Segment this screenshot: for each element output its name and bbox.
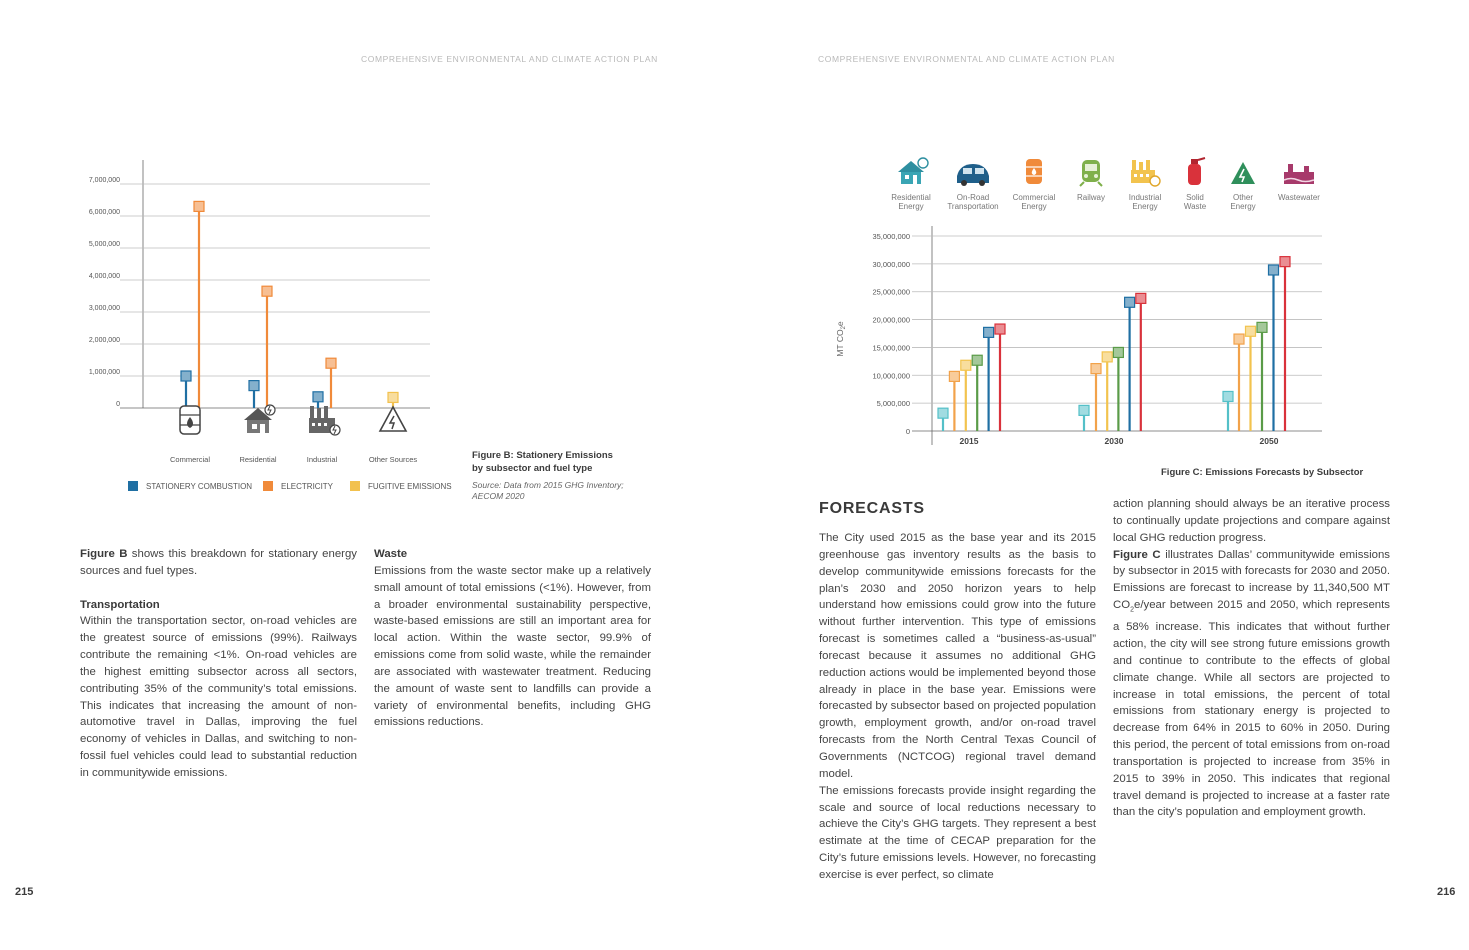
forecast-bar-4-2: [1269, 265, 1279, 431]
y-tick-label: 5,000,000: [876, 399, 910, 409]
running-header-right: COMPREHENSIVE ENVIRONMENTAL AND CLIMATE ACTION PLAN: [818, 54, 1115, 64]
figure-b-intro: shows this breakdown for stationary energy sources and fuel types.: [80, 548, 357, 577]
forecast-bar-0-1: [1079, 405, 1089, 431]
legend-stationary: [128, 481, 252, 491]
fuel-barrel-icon: [180, 406, 200, 434]
train-icon: [1071, 156, 1111, 188]
bar-0-2: [313, 392, 323, 408]
y-tick-label: 3,000,000: [88, 305, 120, 312]
x-category-label: 2030: [1104, 436, 1124, 446]
y-tick-label: 7,000,000: [88, 177, 120, 184]
y-tick-label: 6,000,000: [88, 209, 120, 216]
icon-onroad: [942, 156, 1004, 211]
house-icon: [244, 405, 275, 433]
x-category-label: Other Sources: [368, 455, 418, 464]
left-column-2: [374, 546, 651, 731]
y-tick-label: 1,000,000: [88, 369, 120, 376]
icon-label: Industrial: [1128, 193, 1162, 202]
icon-label: Energy: [1230, 202, 1256, 211]
forecast-bar-5-2: [1280, 257, 1290, 431]
icon-industrial: [1122, 156, 1168, 211]
y-tick-label: 35,000,000: [872, 232, 910, 241]
factory-icon: [309, 406, 340, 435]
x-category-label: Residential: [239, 455, 277, 464]
forecast-bar-2-1: [1102, 352, 1112, 431]
figure-c-caption: Figure C: Emissions Forecasts by Subsector: [1161, 467, 1364, 478]
forecast-bar-2-0: [961, 360, 971, 431]
forecast-bar-3-1: [1113, 347, 1123, 431]
figure-b-reference: Figure B: [80, 548, 128, 560]
warning-triangle-icon: [380, 407, 406, 431]
figure-b-source: Source: Data from 2015 GHG Inventory; AECOM 2020: [472, 480, 624, 501]
forecast-bar-5-0: [995, 324, 1005, 431]
forecast-bar-1-1: [1091, 364, 1101, 431]
y-tick-label: 4,000,000: [88, 273, 120, 280]
icon-label: Commercial: [1012, 193, 1056, 202]
icon-railway: [1071, 156, 1111, 202]
legend-fugitive: [350, 481, 452, 491]
waste-body: Emissions from the waste sector make up a relatively small amount of total emissions (<1%). However, from a broader environmental sustainability perspective, waste-based emissions are still an important area for local action. Within the waste sector, 99.9% of emissions come from solid waste, while the remainder are associated with wastewater treatment. Reducing the amount of waste sent to landfills can provide a variety of environmental benefits, including GHG emissions reductions.: [374, 564, 651, 729]
icon-wastewater: [1276, 156, 1322, 202]
icon-label: Other: [1232, 193, 1253, 202]
waste-heading: Waste: [374, 548, 408, 560]
bar-1-1: [262, 286, 272, 408]
fuel-barrel-icon: [1010, 156, 1058, 188]
forecast-bar-3-0: [972, 355, 982, 431]
legend-swatch: [263, 481, 273, 491]
warning-triangle-icon: [1223, 156, 1263, 188]
forecasts-paragraph-4: Figure C illustrates Dallas’ communitywide emissions by subsector in 2015 with forecasts for 2030 and 2050. Emissions are forecast to increase by 11,340,500 MT $CO_2e$/year between 2015 and 2050, which represents a 58% increase. This indicates that without further action, the city will see strong future emissions growth and continue to contribute to the effects of global climate change. While all sectors are projected to increase in total emissions, the percent of total emissions from stationary energy is projected to decrease from 64% in 2015 to 60% in 2050. During this period, the percent of total emissions from on-road transportation is projected to increase from 35% in 2015 to 39% in 2050. This indicates that regional travel demand is projected to increase at a faster rate than the city’s population and employment growth.: [1113, 548, 1390, 819]
bar-0-0: [181, 371, 191, 408]
bar-1-0: [194, 201, 204, 408]
y-tick-label: 15,000,000: [872, 343, 910, 353]
forecast-bar-2-2: [1246, 326, 1256, 431]
bar-0-1: [249, 381, 259, 408]
forecast-bar-3-2: [1257, 322, 1267, 431]
wastewater-plant-icon: [1276, 156, 1322, 188]
right-column-1: [819, 530, 1096, 884]
y-tick-label: 20,000,000: [872, 315, 910, 325]
forecast-bar-4-1: [1125, 297, 1135, 431]
y-tick-label: 2,000,000: [88, 337, 120, 344]
forecast-bar-5-1: [1136, 293, 1146, 431]
forecast-bar-1-2: [1234, 334, 1244, 431]
y-tick-label: 0: [116, 401, 120, 408]
icon-label: Waste: [1183, 202, 1207, 211]
figure-b-chart: [70, 150, 450, 470]
factory-icon: [1122, 156, 1168, 188]
y-axis-label: MT $CO_2e$: [835, 321, 847, 357]
figure-c-chart: [830, 222, 1330, 454]
icon-label: Solid: [1186, 193, 1204, 202]
icon-commercial: [1010, 156, 1058, 211]
x-category-label: 2015: [959, 436, 979, 446]
forecasts-paragraph-2: The emissions forecasts provide insight regarding the scale and source of local reductions necessary to achieve the City’s GHG targets. They represent a best estimate at the time of CECAP preparation for the City’s future emissions levels. However, no forecasting exercise is ever perfect, so climate: [819, 784, 1096, 881]
forecasts-paragraph-1: The City used 2015 as the base year and its 2015 greenhouse gas inventory results as the basis to develop communitywide emissions forecasts for the plan’s 2030 and 2050 horizon years to help understand how emissions could grow into the future without further intervention. This type of emissions forecast is sometimes called a “business-as-usual” forecast because it assumes no additional GHG reduction actions would be implemented beyond those already in place in the base year. Emissions were forecasted by subsector based on projected population growth, employment growth, and/or on-road travel forecasts from the North Central Texas Council of Governments (NCTCOG) regional travel demand model.: [819, 532, 1096, 780]
right-column-2: [1113, 496, 1390, 821]
legend-swatch: [128, 481, 138, 491]
x-category-label: Commercial: [169, 455, 211, 464]
legend-swatch: [350, 481, 360, 491]
x-category-label: Industrial: [306, 455, 338, 464]
subsector-icon-row: [888, 156, 1328, 216]
transportation-heading: Transportation: [80, 598, 160, 611]
forecasts-paragraph-3: action planning should always be an iterative process to continually update projections and compare against local GHG reduction progress.: [1113, 498, 1390, 544]
icon-label: On-Road: [956, 193, 990, 202]
running-header-left: COMPREHENSIVE ENVIRONMENTAL AND CLIMATE ACTION PLAN: [361, 54, 658, 64]
fire-extinguisher-icon: [1175, 156, 1215, 188]
icon-other-energy: [1223, 156, 1263, 211]
icon-label: Transportation: [947, 202, 999, 211]
y-tick-label: 5,000,000: [88, 241, 120, 248]
icon-residential: [888, 156, 934, 211]
house-icon: [888, 156, 934, 188]
car-icon: [942, 156, 1004, 188]
icon-label: Energy: [1021, 202, 1047, 211]
legend-label: STATIONERY COMBUSTION: [146, 481, 253, 491]
x-category-label: 2050: [1259, 436, 1279, 446]
y-tick-label: 30,000,000: [872, 259, 910, 269]
icon-solid-waste: [1175, 156, 1215, 211]
forecast-bar-1-0: [949, 371, 959, 431]
page-number-left: 215: [15, 886, 34, 898]
legend-label: FUGITIVE EMISSIONS: [368, 481, 452, 491]
bar-1-2: [326, 358, 336, 408]
left-column-1: [80, 546, 357, 782]
transportation-body: Within the transportation sector, on-road vehicles are the greatest source of emissions (99%). Railways contribute the remaining <1%. On-road vehicles are the highest emitting subsector across all sectors, contributing 35% of the community’s total emissions. This indicates that increasing the amount of non-automotive travel in Dallas, improving the fuel economy of vehicles in Dallas, and switching to non-fossil fuel vehicles could lead to substantial reduction in communitywide emissions.: [80, 615, 357, 779]
forecast-bar-4-0: [984, 327, 994, 431]
forecast-bar-0-2: [1223, 391, 1233, 431]
icon-label: Energy: [898, 202, 924, 211]
figure-c-reference: Figure C: [1113, 548, 1161, 561]
y-tick-label: 25,000,000: [872, 287, 910, 297]
y-tick-label: 0: [905, 427, 910, 436]
icon-label: Wastewater: [1278, 193, 1320, 202]
icon-label: Energy: [1132, 202, 1158, 211]
page-number-right: 216: [1437, 886, 1456, 898]
icon-label: Residential: [891, 193, 931, 202]
figure-b-caption: Figure B: Stationery Emissions by subsector and fuel type: [472, 450, 613, 474]
y-tick-label: 10,000,000: [872, 371, 910, 381]
icon-label: Railway: [1076, 193, 1105, 202]
legend-electricity: [263, 481, 333, 491]
forecast-bar-0-0: [938, 408, 948, 431]
forecasts-heading: FORECASTS: [819, 500, 925, 517]
legend-label: ELECTRICITY: [281, 481, 334, 491]
